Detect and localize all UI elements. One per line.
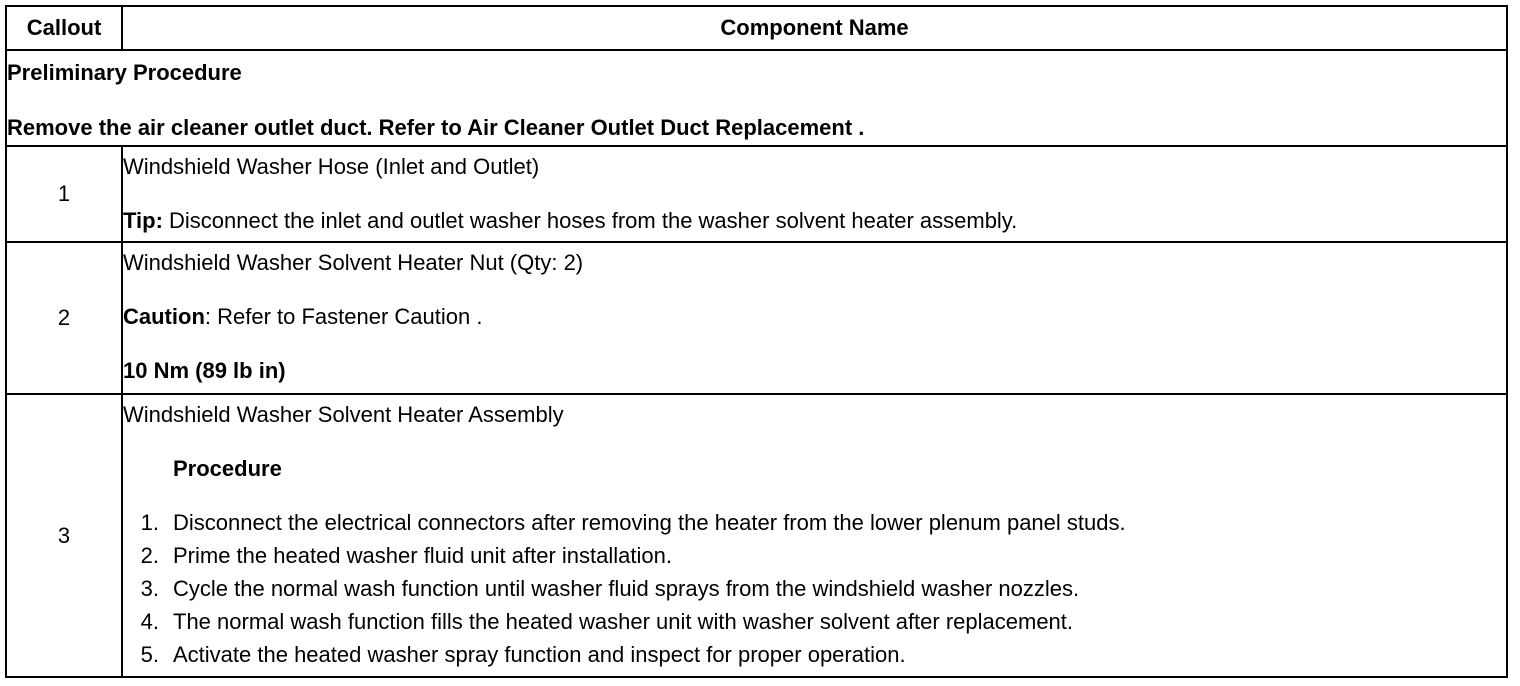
table-row xyxy=(6,146,1507,242)
tip-text: Disconnect the inlet and outlet washer hoses from the washer solvent heater assembly. xyxy=(162,208,1018,233)
component-name: Windshield Washer Solvent Heater Assembly xyxy=(123,402,564,427)
preliminary-cell xyxy=(6,50,1507,146)
component-cell xyxy=(122,146,1507,242)
component-name: Windshield Washer Solvent Heater Nut (Qty: 2) xyxy=(123,250,584,275)
table-row xyxy=(6,242,1507,394)
preliminary-instruction: Remove the air cleaner outlet duct. Refer to Air Cleaner Outlet Duct Replacement . xyxy=(7,115,865,140)
list-item xyxy=(123,543,1506,569)
torque-spec: 10 Nm (89 lb in) xyxy=(123,358,286,383)
component-name-column-header: Component Name xyxy=(122,6,1507,50)
step-text: Activate the heated washer spray function and inspect for proper operation. xyxy=(173,642,906,667)
caution-label: Caution xyxy=(123,304,205,329)
list-item xyxy=(123,510,1506,536)
list-item xyxy=(123,609,1506,635)
callout-number: 3 xyxy=(6,394,122,677)
component-cell xyxy=(122,242,1507,394)
step-number: 2. xyxy=(140,543,159,568)
step-number: 1. xyxy=(140,510,159,535)
callout-number: 1 xyxy=(6,146,122,242)
callout-column-header: Callout xyxy=(6,6,122,50)
procedure-steps xyxy=(123,510,1506,668)
tip-label: Tip: xyxy=(123,208,163,233)
step-number: 4. xyxy=(140,609,159,634)
list-item xyxy=(123,642,1506,668)
callout-number: 2 xyxy=(6,242,122,394)
caution-text: : Refer to Fastener Caution . xyxy=(204,304,483,329)
step-text: Disconnect the electrical connectors after removing the heater from the lower plenum panel studs. xyxy=(173,510,1126,535)
preliminary-title: Preliminary Procedure xyxy=(7,60,242,85)
procedure-heading: Procedure xyxy=(173,456,282,481)
step-number: 3. xyxy=(140,576,159,601)
tip-note xyxy=(123,208,1506,234)
step-text: Prime the heated washer fluid unit after installation. xyxy=(173,543,672,568)
list-item xyxy=(123,576,1506,602)
preliminary-row xyxy=(6,50,1507,146)
procedure-table xyxy=(5,5,1508,678)
component-cell xyxy=(122,394,1507,677)
caution-note xyxy=(123,304,1506,330)
component-name: Windshield Washer Hose (Inlet and Outlet) xyxy=(123,154,540,179)
table-row xyxy=(6,394,1507,677)
step-text: The normal wash function fills the heated washer unit with washer solvent after replacement. xyxy=(173,609,1074,634)
step-number: 5. xyxy=(140,642,159,667)
header-row xyxy=(6,6,1507,50)
step-text: Cycle the normal wash function until washer fluid sprays from the windshield washer nozzles. xyxy=(173,576,1080,601)
